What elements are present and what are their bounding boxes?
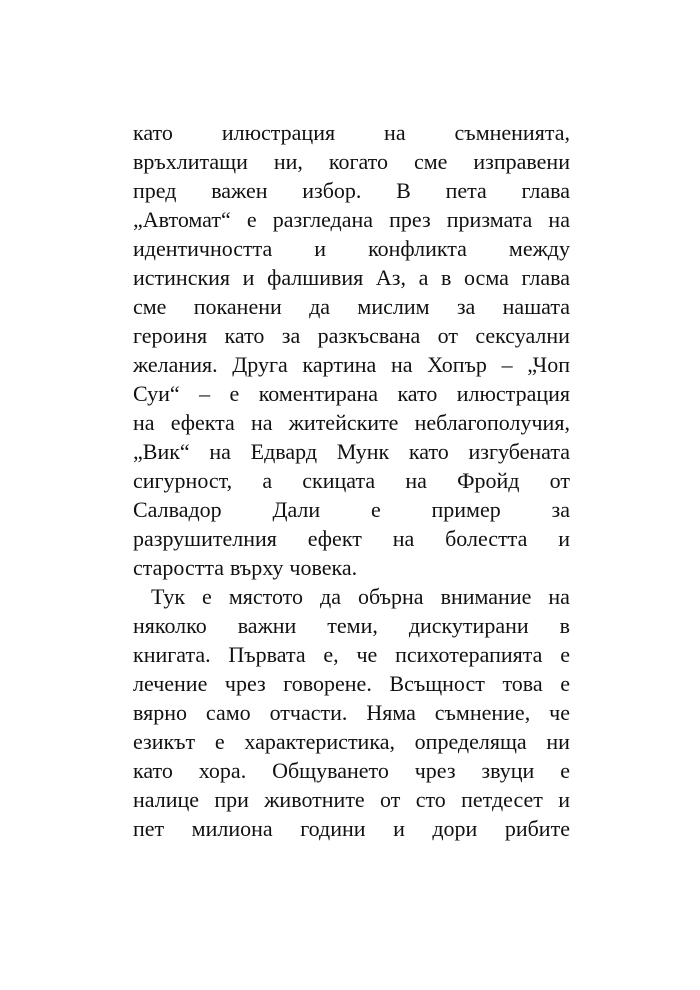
text-line: книгата. Първата е, че психотерапията е: [133, 642, 570, 667]
text-line: вярно само отчасти. Няма съмнение, че: [133, 700, 570, 725]
text-line: като хора. Общуването чрез звуци е: [133, 758, 570, 783]
text-line: желания. Друга картина на Хопър – „Чоп: [133, 352, 570, 377]
text-line: „Автомат“ е разгледана през призмата на: [133, 207, 570, 232]
text-line: „Вик“ на Едвард Мунк като изгубената: [133, 439, 570, 464]
text-line: истинския и фалшивия Аз, а в осма глава: [133, 265, 570, 290]
text-line: налице при животните от сто петдесет и: [133, 787, 570, 812]
text-line: старостта върху човека.: [133, 555, 358, 580]
text-line: като илюстрация на съмненията,: [133, 120, 570, 145]
text-line: идентичността и конфликта между: [133, 236, 570, 261]
text-line: сме поканени да мислим за нашата: [133, 294, 570, 319]
text-line: няколко важни теми, дискутирани в: [133, 613, 570, 638]
text-line: Суи“ – е коментирана като илюстрация: [133, 381, 570, 406]
text-line: връхлитащи ни, когато сме изправени: [133, 149, 570, 174]
text-line: героиня като за разкъсвана от сексуални: [133, 323, 570, 348]
body-text: [133, 118, 570, 843]
text-line: езикът е характеристика, определяща ни: [133, 729, 570, 754]
text-line: разрушителния ефект на болестта и: [133, 526, 570, 551]
text-line: пред важен избор. В пета глава: [133, 178, 570, 203]
text-line: сигурност, а скицата на Фройд от: [133, 468, 570, 493]
text-line: Салвадор Дали е пример за: [133, 497, 570, 522]
text-line: пет милиона години и дори рибите: [133, 816, 570, 841]
text-line: на ефекта на житейските неблагополучия,: [133, 410, 570, 435]
text-line: лечение чрез говорене. Всъщност това е: [133, 671, 570, 696]
text-line: Тук е мястото да обърна внимание на: [151, 584, 570, 609]
